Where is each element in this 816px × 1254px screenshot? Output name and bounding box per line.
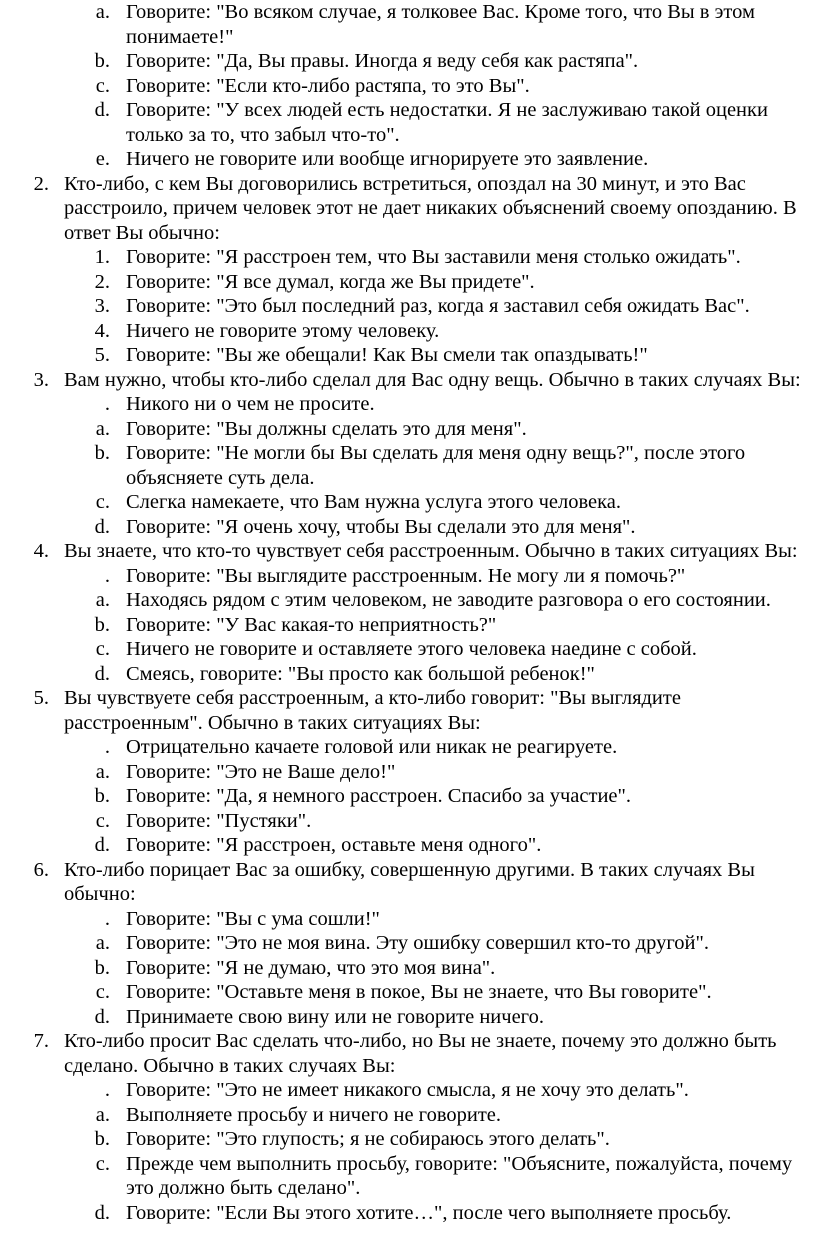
answer-option bbox=[0, 564, 816, 589]
option-marker: d. bbox=[94, 515, 110, 538]
option-text: Никого ни о чем не просите. bbox=[126, 393, 375, 415]
answer-option bbox=[0, 613, 816, 638]
question-item bbox=[0, 172, 816, 246]
option-text: Прежде чем выполнить просьбу, говорите: "Объясните, пожалуйста, почему это должно быть сделано". bbox=[126, 1152, 793, 1199]
option-text: Говорите: "Это не имеет никакого смысла, я не хочу это делать". bbox=[126, 1079, 689, 1101]
answer-option bbox=[0, 0, 816, 49]
answer-option bbox=[0, 637, 816, 662]
option-text: Говорите: "У всех людей есть недостатки. Я не заслуживаю такой оценки только за то, что забыл что-то". bbox=[126, 99, 768, 146]
answer-option bbox=[0, 417, 816, 442]
question-item bbox=[0, 858, 816, 907]
answer-option bbox=[0, 490, 816, 515]
option-marker: c. bbox=[95, 981, 110, 1003]
option-text: Говорите: "Оставьте меня в покое, Вы не знаете, что Вы говорите". bbox=[126, 981, 712, 1003]
option-marker: a. bbox=[95, 760, 110, 783]
answer-option bbox=[0, 147, 816, 172]
option-marker: . bbox=[104, 1079, 110, 1101]
answer-option bbox=[0, 1103, 816, 1128]
option-text: Говорите: "Я расстроен тем, что Вы заставили меня столько ожидать". bbox=[126, 246, 741, 268]
option-marker: d. bbox=[94, 1201, 110, 1224]
option-text: Говорите: "Это не Ваше дело!" bbox=[126, 760, 396, 783]
question-item bbox=[0, 539, 816, 564]
answer-option bbox=[0, 392, 816, 417]
option-marker: a. bbox=[95, 589, 110, 611]
answer-option bbox=[0, 907, 816, 932]
question-item bbox=[0, 368, 816, 393]
option-marker: c. bbox=[95, 1152, 110, 1175]
question-text: Кто-либо порицает Вас за ошибку, совершенную другими. В таких случаях Вы обычно: bbox=[64, 858, 755, 905]
option-text: Отрицательно качаете головой или никак не реагируете. bbox=[126, 736, 618, 758]
answer-option bbox=[0, 74, 816, 99]
option-text: Смеясь, говорите: "Вы просто как большой ребенок!" bbox=[126, 662, 595, 685]
option-text: Ничего не говорите или вообще игнорируете это заявление. bbox=[126, 148, 649, 170]
option-marker: c. bbox=[95, 638, 110, 660]
question-item bbox=[0, 686, 816, 735]
answer-option bbox=[0, 735, 816, 760]
option-marker: . bbox=[104, 907, 110, 930]
option-text: Говорите: "Пустяки". bbox=[126, 809, 312, 832]
option-text: Говорите: "Да, Вы правы. Иногда я веду себя как растяпа". bbox=[126, 50, 639, 72]
option-text: Говорите: "Если кто-либо растяпа, то это Вы". bbox=[126, 74, 530, 97]
question-number: 3. bbox=[33, 368, 49, 391]
option-text: Говорите: "Да, я немного расстроен. Спасибо за участие". bbox=[126, 785, 632, 807]
answer-option bbox=[0, 1201, 816, 1226]
option-text: Говорите: "Это не моя вина. Эту ошибку совершил кто-то другой". bbox=[126, 932, 709, 954]
question-number: 6. bbox=[33, 858, 49, 881]
answer-option bbox=[0, 784, 816, 809]
option-text: Говорите: "Это глупость; я не собираюсь этого делать". bbox=[126, 1128, 610, 1150]
option-text: Говорите: "Я расстроен, оставьте меня одного". bbox=[126, 834, 542, 856]
question-number: 2. bbox=[33, 172, 49, 195]
option-marker: b. bbox=[94, 785, 110, 807]
answer-option bbox=[0, 809, 816, 834]
answer-option bbox=[0, 294, 816, 319]
option-text: Говорите: "Не могли бы Вы сделать для меня одну вещь?", после этого объясняете суть дела. bbox=[126, 442, 746, 489]
answer-option bbox=[0, 931, 816, 956]
option-text: Принимаете свою вину или не говорите ничего. bbox=[126, 1005, 544, 1028]
answer-option bbox=[0, 98, 816, 147]
option-text: Ничего не говорите этому человеку. bbox=[126, 319, 440, 342]
answer-option bbox=[0, 319, 816, 344]
option-text: Говорите: "Я все думал, когда же Вы придете". bbox=[126, 270, 535, 293]
option-marker: d. bbox=[94, 662, 110, 685]
option-marker: d. bbox=[94, 1005, 110, 1028]
answer-option bbox=[0, 343, 816, 368]
option-text: Выполняете просьбу и ничего не говорите. bbox=[126, 1103, 502, 1126]
answer-option bbox=[0, 980, 816, 1005]
question-text: Вы чувствуете себя расстроенным, а кто-либо говорит: "Вы выглядите расстроенным". Обычно в таких ситуациях Вы: bbox=[64, 687, 681, 734]
option-text: Говорите: "Во всяком случае, я толковее Вас. Кроме того, что Вы в этом понимаете!" bbox=[126, 1, 755, 48]
option-text: Ничего не говорите и оставляете этого человека наедине с собой. bbox=[126, 638, 697, 660]
option-marker: d. bbox=[94, 99, 110, 121]
option-marker: b. bbox=[94, 1128, 110, 1150]
question-number: 7. bbox=[33, 1030, 49, 1052]
option-marker: . bbox=[104, 564, 110, 587]
option-marker: c. bbox=[95, 491, 110, 513]
option-text: Говорите: "Я не думаю, что это моя вина". bbox=[126, 956, 496, 979]
answer-option bbox=[0, 760, 816, 785]
option-marker: e. bbox=[95, 148, 110, 170]
answer-option bbox=[0, 441, 816, 490]
answer-option bbox=[0, 662, 816, 687]
answer-option bbox=[0, 515, 816, 540]
answer-option bbox=[0, 833, 816, 858]
question-text: Кто-либо, с кем Вы договорились встретиться, опоздал на 30 минут, и это Вас расстроило, причем человек этот не дает никаких объяснений своему опозданию. В ответ Вы обычно: bbox=[64, 172, 797, 244]
option-marker: 4. bbox=[94, 319, 110, 342]
option-marker: a. bbox=[95, 417, 110, 440]
option-marker: c. bbox=[95, 809, 110, 832]
option-text: Говорите: "Вы должны сделать это для меня". bbox=[126, 417, 527, 440]
option-text: Говорите: "Это был последний раз, когда я заставил себя ожидать Вас". bbox=[126, 295, 750, 317]
option-text: Говорите: "Я очень хочу, чтобы Вы сделали это для меня". bbox=[126, 515, 636, 538]
option-marker: b. bbox=[94, 956, 110, 979]
answer-option bbox=[0, 1127, 816, 1152]
option-marker: 5. bbox=[94, 344, 110, 366]
option-marker: . bbox=[104, 393, 110, 415]
option-text: Говорите: "Вы выглядите расстроенным. Не могу ли я помочь?" bbox=[126, 564, 686, 587]
question-item bbox=[0, 1029, 816, 1078]
option-marker: a. bbox=[95, 932, 110, 954]
option-marker: b. bbox=[94, 442, 110, 464]
option-marker: 3. bbox=[94, 295, 110, 317]
option-marker: d. bbox=[94, 834, 110, 856]
answer-option bbox=[0, 956, 816, 981]
question-text: Вы знаете, что кто-то чувствует себя расстроенным. Обычно в таких ситуациях Вы: bbox=[64, 540, 798, 562]
question-number: 4. bbox=[33, 540, 49, 562]
option-text: Говорите: "Вы же обещали! Как Вы смели так опаздывать!" bbox=[126, 344, 648, 366]
answer-option bbox=[0, 1078, 816, 1103]
option-marker: c. bbox=[95, 74, 110, 97]
option-text: Слегка намекаете, что Вам нужна услуга этого человека. bbox=[126, 491, 622, 513]
question-number: 5. bbox=[33, 687, 49, 709]
answer-option bbox=[0, 245, 816, 270]
answer-option bbox=[0, 1005, 816, 1030]
option-marker: 2. bbox=[94, 270, 110, 293]
answer-option bbox=[0, 270, 816, 295]
answer-option bbox=[0, 49, 816, 74]
answer-option bbox=[0, 588, 816, 613]
option-text: Говорите: "Если Вы этого хотите…", после чего выполняете просьбу. bbox=[126, 1201, 732, 1224]
answer-option bbox=[0, 1152, 816, 1201]
option-text: Говорите: "Вы с ума сошли!" bbox=[126, 907, 380, 930]
option-marker: 1. bbox=[94, 246, 110, 268]
option-marker: b. bbox=[94, 50, 110, 72]
option-marker: a. bbox=[95, 1103, 110, 1126]
option-marker: b. bbox=[94, 613, 110, 636]
question-text: Кто-либо просит Вас сделать что-либо, но Вы не знаете, почему это должно быть сделано. Обычно в таких случаях Вы: bbox=[64, 1030, 777, 1077]
option-marker: a. bbox=[95, 1, 110, 23]
question-text: Вам нужно, чтобы кто-либо сделал для Вас одну вещь. Обычно в таких случаях Вы: bbox=[64, 368, 801, 391]
option-text: Говорите: "У Вас какая-то неприятность?" bbox=[126, 613, 497, 636]
option-marker: . bbox=[104, 736, 110, 758]
option-text: Находясь рядом с этим человеком, не заводите разговора о его состоянии. bbox=[126, 589, 771, 611]
